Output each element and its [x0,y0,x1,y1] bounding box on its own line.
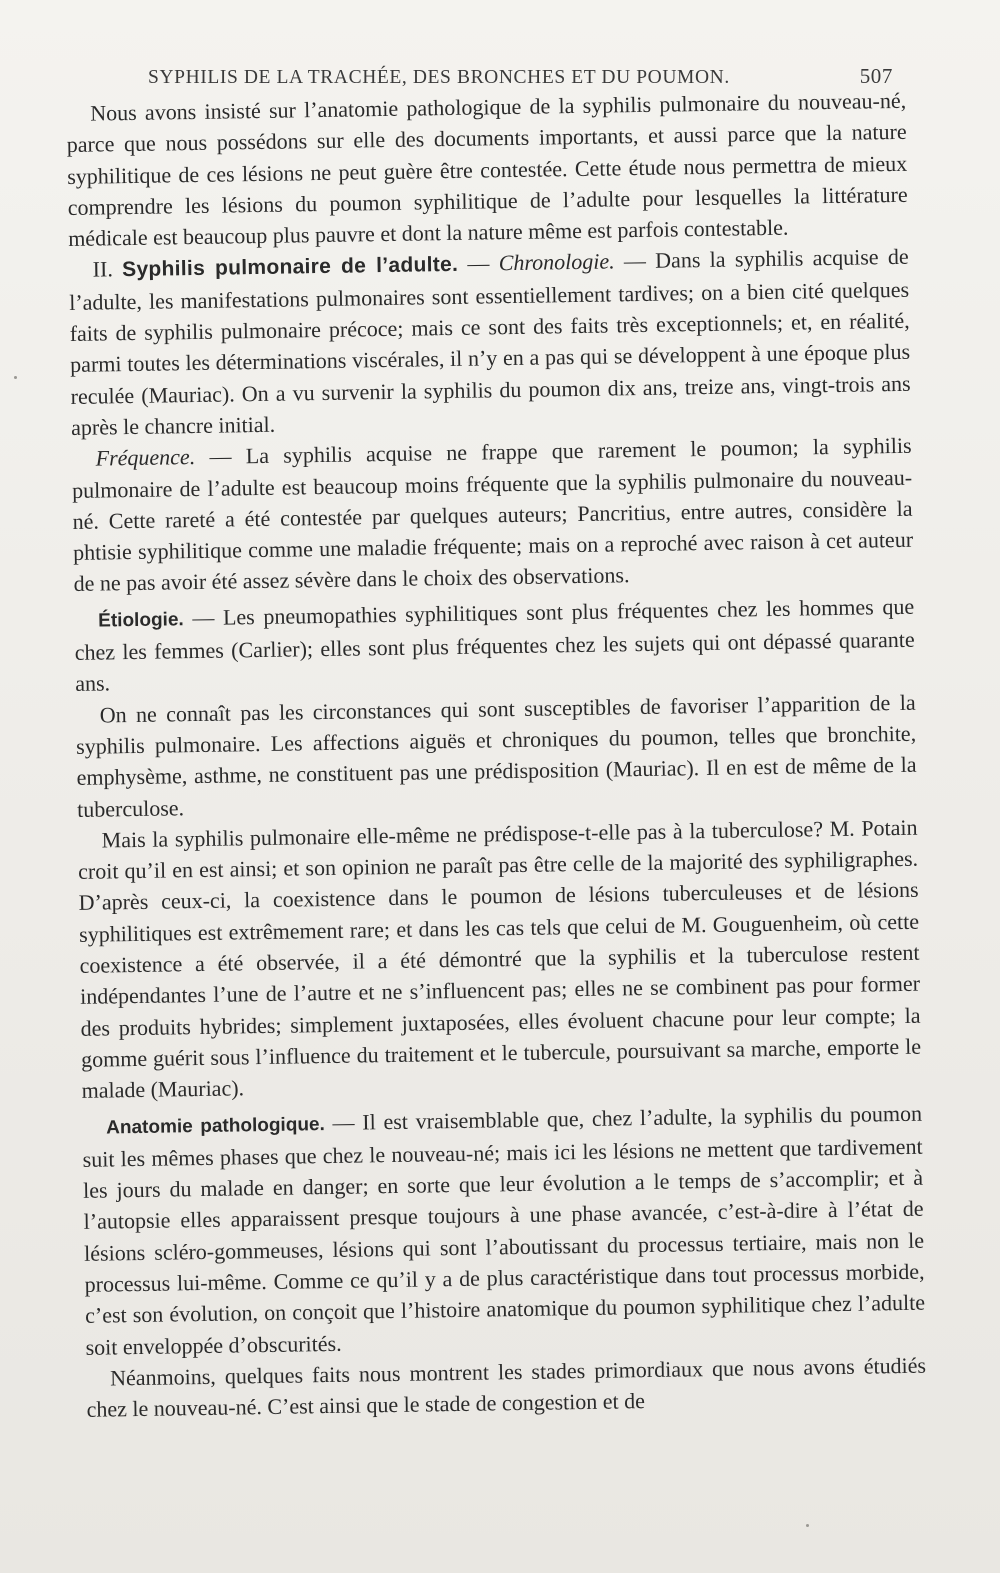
section-title: Syphilis pulmonaire de l’adulte. [121,253,459,282]
section-2-paragraph [68,241,911,443]
frequence-paragraph [71,430,913,600]
anatomie-paragraph-2: Néanmoins, quelques faits nous montrent les stades primordiaux que nous avons étudiés chez le nouveau-né. C’est ainsi que le stade de congestion et de [86,1352,927,1423]
section-dash: — [457,250,499,277]
frequence-label: Fréquence. [95,444,196,471]
frequence-text: — La syphilis acquise ne frappe que rarement le poumon; la syphilis pulmonaire de l’adulte est beaucoup moins fréquente que la syphilis pulmonaire du nouveau-né. Cette rareté a été contestée par quelques auteurs; Pancritius, entre autres, considère la phtisie syphilitique comme une maladie fréquente; mais on a reproché avec raison à cet auteur de ne pas avoir été assez sévère dans le choix des observations. [71,433,914,597]
etiologie-paragraph-3: Mais la syphilis pulmonaire elle-même ne prédispose-t-elle pas à la tuberculose? M. Potain croit qu’il en est ainsi; et son opinion ne paraît pas être celle de la majorité des syphiligraphes. D’après ceux-ci, la coexistence dans le poumon de lésions tuberculeuses et de lésions syphilitiques est extrêmement rare; et dans les cas tels que celui de M. Gouguenheim, où cette coexistence a été observée, il a été démontré que la syphilis et la tuberculose restent indépendantes l’une de l’autre et ne s’influencent pas; elles ne se combinent pas pour former des produits hybrides; simplement juxtaposées, elles évoluent chacune pour leur compte; la gomme guérit sous l’influence du traitement et le tubercule, poursuivant sa marche, emporte le malade (Mauriac). [77,814,922,1104]
intro-paragraph: Nous avons insisté sur l’anatomie pathologique de la syphilis pulmonaire du nouveau-né, parce que nous possédons sur elle des documents importants, et aussi parce que la nature syphilitique de ces lésions ne peut guère être contestée. Cette étude nous permettra de mieux comprendre les lésions du poumon syphilitique de l’adulte pour lesquelles la littérature médicale est beaucoup plus pauvre et dont la nature même est parfois contestable. [66,87,908,252]
paper-speck [806,1524,809,1527]
anatomie-text: — Il est vraisemblable que, chez l’adulte, la syphilis du poumon suit les mêmes phases que chez le nouveau-né; mais ici les lésions ne mettent que tardivement les jours du malade en danger; en sorte que leur évolution a le temps de s’accomplir; et à l’autopsie elles apparaissent presque toujours à une phase avancée, c’est-à-dire à l’état de lésions scléro-gommeuses, lésions qui sont l’aboutissant du processus tertiaire, mais non le processus lui-même. Comme ce qu’il y a de plus caractéristique dans tout processus morbide, c’est son évolution, on conçoit que l’histoire anatomique du poumon syphilitique chez l’adulte soit enveloppée d’obscurités. [82,1100,926,1360]
page-body [66,85,927,1425]
chronologie-label: Chronologie. [498,248,615,276]
etiologie-paragraph [74,590,915,699]
running-header [148,64,893,89]
anatomie-label: Anatomie pathologique. [106,1113,325,1138]
page-number: 507 [859,64,893,88]
running-title: SYPHILIS DE LA TRACHÉE, DES BRONCHES ET DU POUMON. [148,67,730,88]
section-number: II. [92,256,114,283]
paper-speck [14,376,17,379]
etiologie-paragraph-2: On ne connaît pas les circonstances qui sont susceptibles de favoriser l’apparition de la syphilis pulmonaire. Les affections aiguës et chroniques du poumon, telles que bronchite, emphysème, asthme, ne constituent pas une prédisposition (Mauriac). Il en est de même de la tuberculose. [75,689,917,822]
etiologie-label: Étiologie. [98,608,184,632]
anatomie-paragraph [82,1097,926,1363]
chronologie-text: — Dans la syphilis acquise de l’adulte, les manifestations pulmonaires sont essentiellement tardives; on a bien cité quelques faits de syphilis pulmonaire précoce; mais ce sont des faits très exceptionnels; et, en réalité, parmi toutes les déterminations viscérales, il n’y en a pas qui se développent à une époque plus reculée (Mauriac). On a vu survenir la syphilis du poumon dix ans, treize ans, vingt-trois ans après le chancre initial. [69,244,911,440]
etiologie-text: — Les pneumopathies syphilitiques sont plus fréquentes chez les hommes que chez les femmes (Carlier); elles sont plus fréquentes chez les sujets qui ont dépassé quarante ans. [74,593,915,697]
